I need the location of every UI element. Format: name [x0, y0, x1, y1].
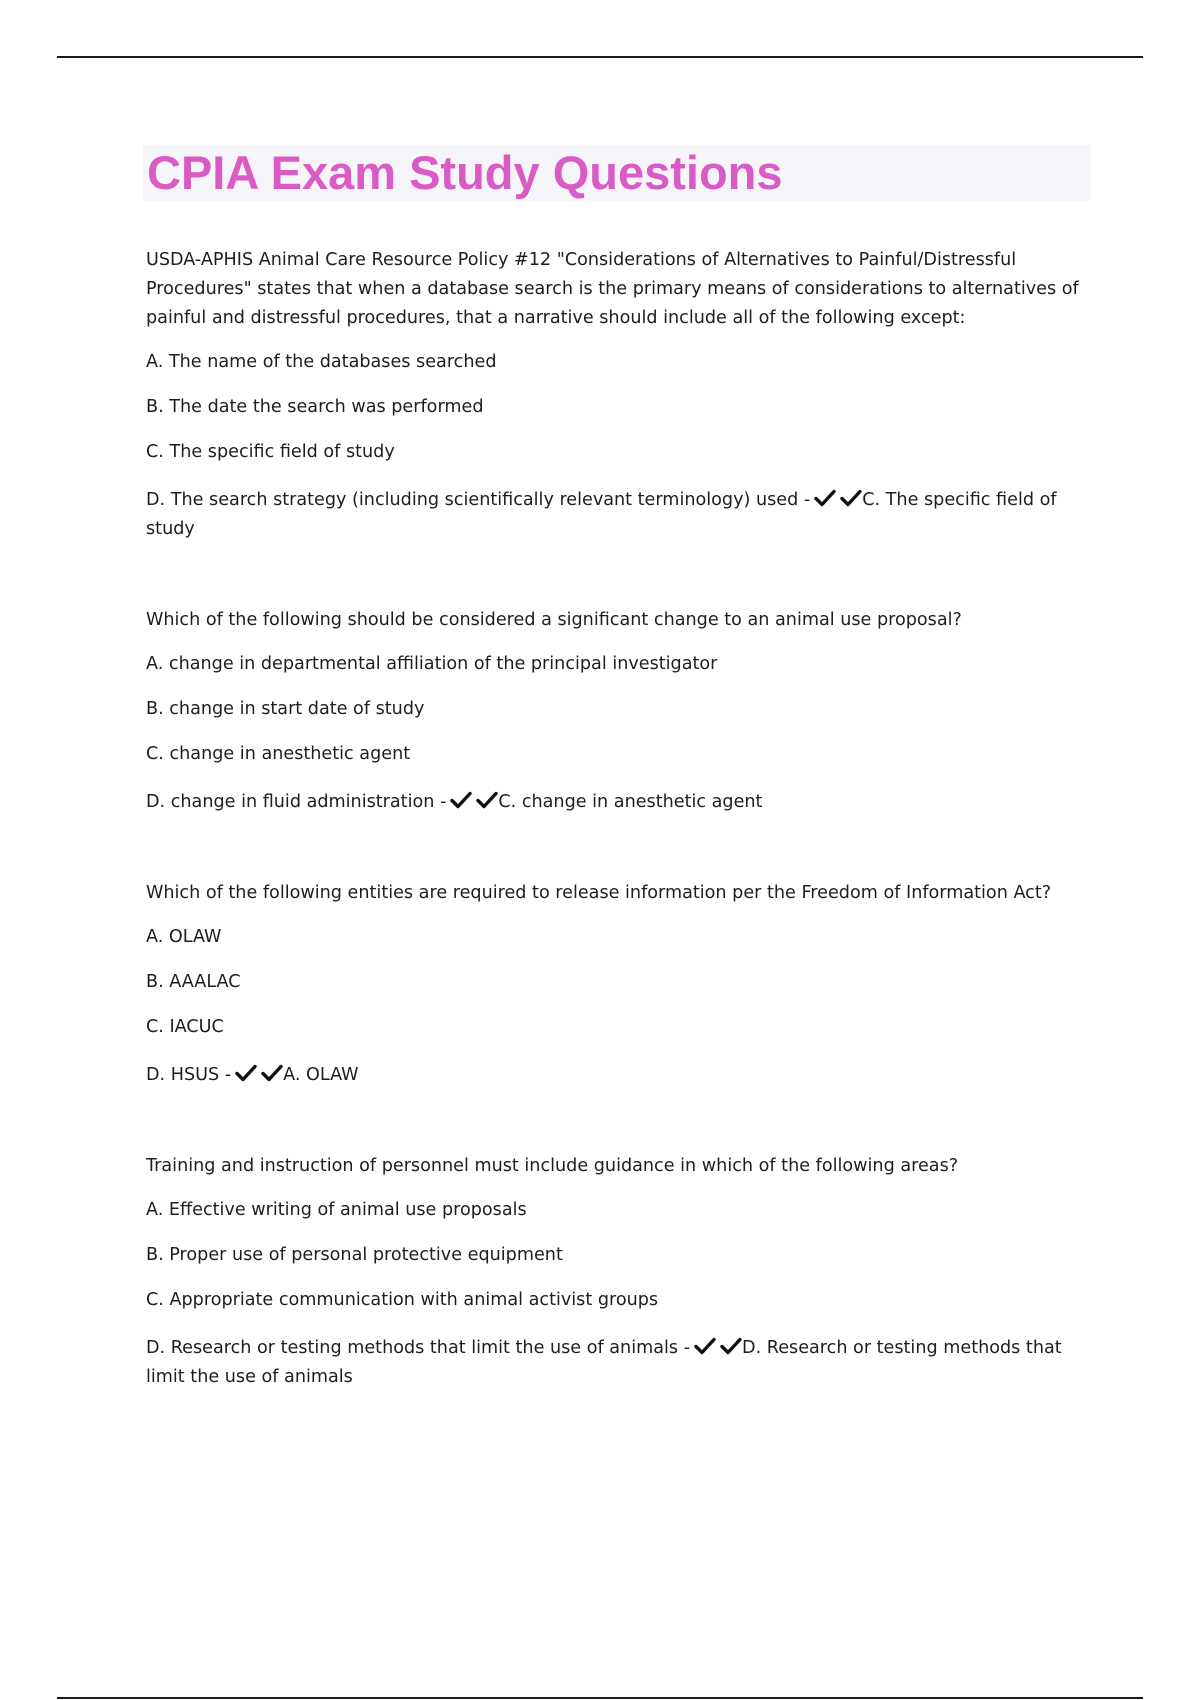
- answer-separator: -: [683, 1338, 691, 1358]
- checkmark-icon: [261, 1064, 283, 1082]
- checkmark-icon: [694, 1337, 716, 1355]
- option-d-with-answer: [146, 1061, 1096, 1090]
- option-b: B. AAALAC: [146, 972, 241, 992]
- option-d-with-answer: [146, 788, 1096, 817]
- option-b: B. Proper use of personal protective equipment: [146, 1245, 563, 1265]
- question-text: Which of the following entities are required to release information per the Freedom of Information Act?: [146, 883, 1052, 903]
- option-c: C. The specific field of study: [146, 442, 395, 462]
- top-rule: [57, 56, 1143, 58]
- option-d: D. HSUS: [146, 1065, 220, 1085]
- bottom-rule: [57, 1697, 1143, 1699]
- option-b: B. change in start date of study: [146, 699, 425, 719]
- option-c: C. change in anesthetic agent: [146, 744, 411, 764]
- checkmark-icon: [476, 791, 498, 809]
- answer-separator: -: [439, 792, 447, 812]
- answer-separator: -: [224, 1065, 232, 1085]
- question-list: [146, 246, 1096, 1392]
- question-block: [146, 879, 1096, 1090]
- option-d-with-answer: [146, 486, 1096, 544]
- question-text: Training and instruction of personnel must include guidance in which of the following areas?: [146, 1156, 959, 1176]
- option-a: A. Effective writing of animal use proposals: [146, 1200, 527, 1220]
- checkmark-icon: [450, 791, 472, 809]
- question-block: [146, 1152, 1096, 1392]
- answer-separator: -: [803, 490, 811, 510]
- checkmark-icon: [720, 1337, 742, 1355]
- question-text: USDA-APHIS Animal Care Resource Policy #12 "Considerations of Alternatives to Painful/Distressful Procedures" states that when a database search is the primary means of considerations to alternatives of painful and distressful procedures, that a narrative should include all of the following except:: [146, 250, 1079, 328]
- correct-answer: D. Research or testing methods that limit the use of animals: [146, 1338, 1062, 1387]
- question-block: [146, 606, 1096, 817]
- checkmark-icon: [840, 489, 862, 507]
- correct-answer: A. OLAW: [283, 1065, 359, 1085]
- option-b: B. The date the search was performed: [146, 397, 484, 417]
- option-a: A. OLAW: [146, 927, 222, 947]
- question-text: Which of the following should be considered a significant change to an animal use proposal?: [146, 610, 962, 630]
- question-block: [146, 246, 1096, 544]
- option-d: D. The search strategy (including scientifically relevant terminology) used: [146, 490, 799, 510]
- option-a: A. change in departmental affiliation of the principal investigator: [146, 654, 718, 674]
- option-d: D. Research or testing methods that limit the use of animals: [146, 1338, 679, 1358]
- correct-answer: C. The specific field of study: [146, 490, 1057, 539]
- option-d: D. change in fluid administration: [146, 792, 435, 812]
- checkmark-icon: [814, 489, 836, 507]
- page-title: CPIA Exam Study Questions: [147, 146, 783, 199]
- checkmark-icon: [235, 1064, 257, 1082]
- option-a: A. The name of the databases searched: [146, 352, 497, 372]
- correct-answer: C. change in anesthetic agent: [498, 792, 763, 812]
- option-c: C. IACUC: [146, 1017, 224, 1037]
- option-d-with-answer: [146, 1334, 1096, 1392]
- option-c: C. Appropriate communication with animal activist groups: [146, 1290, 659, 1310]
